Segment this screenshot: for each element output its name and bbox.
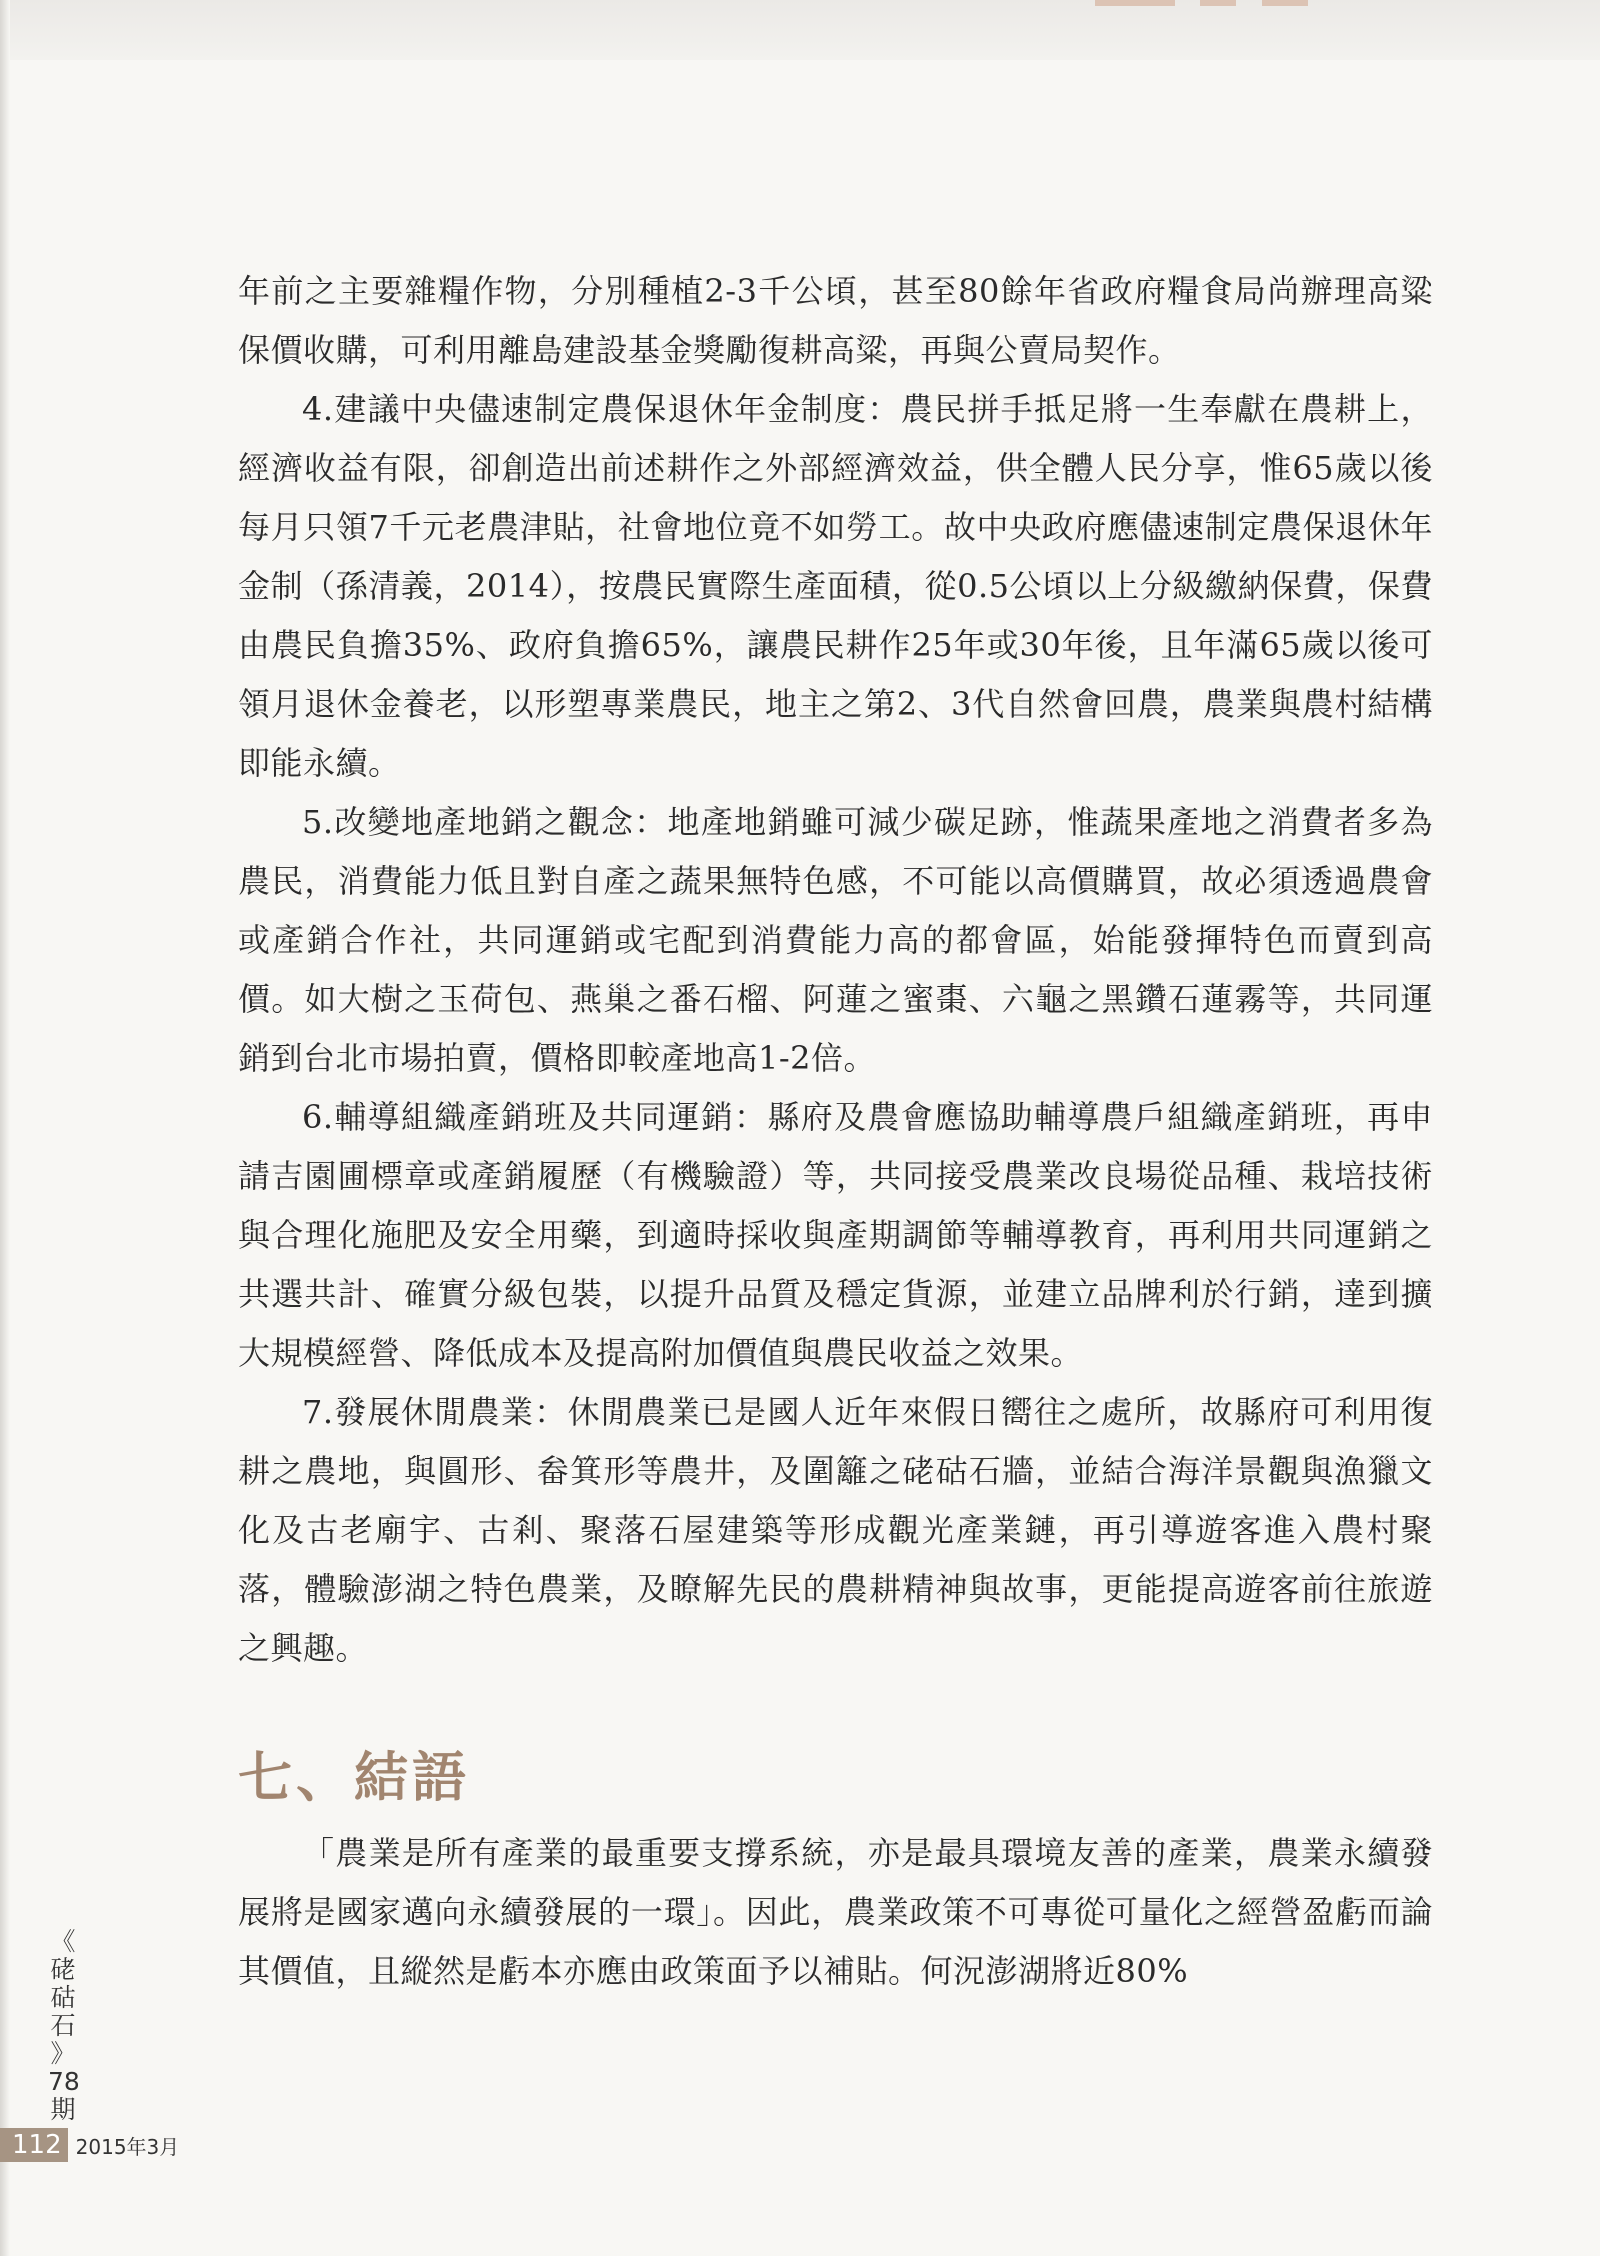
journal-title-char: 《 <box>50 1927 76 1956</box>
journal-title-char: 石 <box>50 2011 76 2040</box>
section-heading: 七、結語 <box>238 1746 470 1809</box>
conclusion-paragraph: 「農業是所有產業的最重要支撐系統，亦是最具環境友善的產業，農業永續發展將是國家邁向永續發展的一環」。因此，農業政策不可專從可量化之經營盈虧而論其價值，且縱然是虧本亦應由政策面予以補貼。何況澎湖將近80% <box>238 1834 1433 1990</box>
journal-issue-char: 期 <box>50 2095 76 2124</box>
page-left-edge <box>0 0 10 2256</box>
journal-title-char: 硓 <box>50 1955 76 1984</box>
body-paragraph: 5.改變地產地銷之觀念：地產地銷雖可減少碳足跡，惟蔬果產地之消費者多為農民，消費能力低且對自產之蔬果無特色感，不可能以高價購買，故必須透過農會或產銷合作社，共同運銷或宅配到消費能力高的都會區，始能發揮特色而賣到高價。如大樹之玉荷包、燕巢之番石榴、阿蓮之蜜棗、六龜之黑鑽石蓮霧等，共同運銷到台北市場拍賣，價格即較產地高1-2倍。 <box>238 803 1433 1077</box>
body-paragraph: 7.發展休閒農業：休閒農業已是國人近年來假日嚮往之處所，故縣府可利用復耕之農地，與圓形、畚箕形等農井，及圍籬之硓𥑮石牆，並結合海洋景觀與漁獵文化及古老廟宇、古剎、聚落石屋建築等形成觀光產業鏈，再引導遊客進入農村聚落，體驗澎湖之特色農業，及瞭解先民的農耕精神與故事，更能提高遊客前往旅遊之興趣。 <box>238 1393 1433 1667</box>
body-paragraph: 4.建議中央儘速制定農保退休年金制度：農民拼手抵足將一生奉獻在農耕上，經濟收益有限，卻創造出前述耕作之外部經濟效益，供全體人民分享，惟65歲以後每月只領7千元老農津貼，社會地位竟不如勞工。故中央政府應儘速制定農保退休年金制（孫清義，2014），按農民實際生產面積，從0.5公頃以上分級繳納保費，保費由農民負擔35%、政府負擔65%，讓農民耕作25年或30年後，且年滿65歲以後可領月退休金養老，以形塑專業農民，地主之第2、3代自然會回農，農業與農村結構即能永續。 <box>238 390 1433 782</box>
top-shadow-band <box>0 0 1600 60</box>
journal-title-char: 》 <box>50 2039 76 2068</box>
issue-date: 2015年3月 <box>75 2134 180 2159</box>
journal-title-vertical <box>48 1928 78 2124</box>
journal-title-char: 𥑮 <box>50 1983 76 2012</box>
top-color-mark <box>1262 0 1308 6</box>
page-number: 112 <box>0 2128 68 2162</box>
top-color-mark <box>1200 0 1236 6</box>
body-paragraph: 6.輔導組織產銷班及共同運銷：縣府及農會應協助輔導農戶組織產銷班，再申請吉園圃標章或產銷履歷（有機驗證）等，共同接受農業改良場從品種、栽培技術與合理化施肥及安全用藥，到適時採收與產期調節等輔導教育，再利用共同運銷之共選共計、確實分級包裝，以提升品質及穩定貨源，並建立品牌利於行銷，達到擴大規模經營、降低成本及提高附加價值與農民收益之效果。 <box>238 1098 1433 1372</box>
body-paragraph: 年前之主要雜糧作物，分別種植2-3千公頃，甚至80餘年省政府糧食局尚辦理高粱保價收購，可利用離島建設基金獎勵復耕高粱，再與公賣局契作。 <box>238 272 1433 369</box>
journal-issue-number: 78 <box>48 2067 80 2096</box>
page-footer <box>0 2127 179 2163</box>
article-body <box>238 262 1433 2001</box>
top-color-mark <box>1095 0 1175 6</box>
